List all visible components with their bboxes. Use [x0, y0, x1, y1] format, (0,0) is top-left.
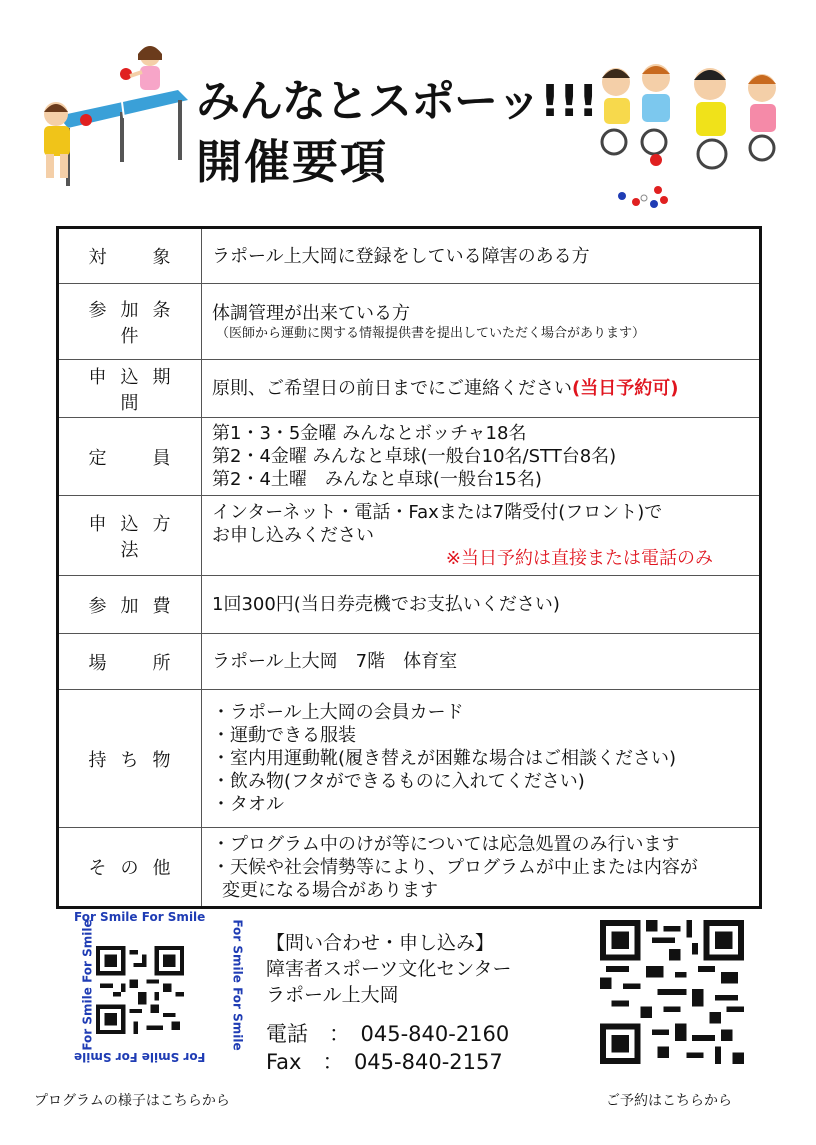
value-line: インターネット・電話・Faxまたは7階受付(フロント)で: [212, 502, 663, 523]
row-label-method: 申込方法: [58, 496, 202, 576]
value-line: ラポール上大岡に登録をしている障害のある方: [212, 245, 590, 267]
value-line: ・飲み物(フタができるものに入れてください): [212, 771, 585, 792]
value-line: ・室内用運動靴(履き替えが困難な場合はご相談ください): [212, 748, 677, 769]
value-line: 体調管理が出来ている方: [212, 302, 410, 324]
row-value-method: [202, 496, 761, 576]
event-details-table: [56, 226, 762, 909]
event-title: みんなとスポーッ!!!: [196, 76, 598, 127]
row-label-items: 持ち物: [58, 690, 202, 828]
program-qr-caption: プログラムの様子はこちらから: [34, 1093, 230, 1109]
row-value-conditions: [202, 284, 761, 360]
value-line: 第1・3・5金曜 みんなとボッチャ18名: [212, 423, 527, 444]
row-value-items: [202, 690, 761, 828]
value-line: 変更になる場合があります: [222, 879, 438, 901]
contact-heading: 【問い合わせ・申し込み】: [266, 932, 495, 954]
row-label-other: その他: [58, 828, 202, 908]
program-qr-block: [56, 908, 245, 1068]
event-subtitle: 開催要項: [196, 135, 388, 189]
table-row: [58, 228, 761, 284]
table-row: [58, 418, 761, 496]
row-label-period: 申込期間: [58, 360, 202, 418]
reservation-qr-caption: ご予約はこちらから: [606, 1093, 732, 1109]
value-line: 第2・4土曜 みんなと卓球(一般台15名): [212, 469, 542, 490]
value-line: ・運動できる服装: [212, 725, 356, 746]
table-row: [58, 828, 761, 908]
reservation-qr-code[interactable]: [600, 920, 744, 1064]
value-line: ・天候や社会情勢等により、プログラムが中止または内容が: [212, 856, 698, 878]
table-tennis-illustration: [28, 38, 188, 198]
row-value-target: [202, 228, 761, 284]
program-qr-code[interactable]: [96, 946, 184, 1034]
value-line: ・プログラム中のけが等については応急処置のみ行います: [212, 833, 680, 855]
value-note: （医師から運動に関する情報提供書を提出していただく場合があります）: [216, 325, 646, 341]
value-line: ラポール上大岡 7階 体育室: [212, 651, 458, 672]
table-row: [58, 634, 761, 690]
row-label-fee: 参加費: [58, 576, 202, 634]
row-label-capacity: 定 員: [58, 418, 202, 496]
value-line: ・ラポール上大岡の会員カード: [212, 702, 464, 723]
table-row: [58, 360, 761, 418]
row-value-capacity: [202, 418, 761, 496]
org-name: 障害者スポーツ文化センター: [266, 958, 512, 980]
row-value-other: [202, 828, 761, 908]
same-day-ok-badge: (当日予約可): [572, 378, 679, 399]
for-smile-text: For Smile For Smile: [230, 919, 245, 1051]
row-value-fee: [202, 576, 761, 634]
phone-fax: [266, 1020, 509, 1076]
row-label-place: 場 所: [58, 634, 202, 690]
phone-number[interactable]: 電話 ： 045-840-2160: [266, 1022, 510, 1046]
table-row: [58, 690, 761, 828]
fax-number: Fax ： 045-840-2157: [266, 1050, 503, 1074]
org-name-sub: ラポール上大岡: [266, 984, 399, 1006]
contact-info: [266, 930, 511, 1008]
table-row: [58, 284, 761, 360]
row-label-target: 対 象: [58, 228, 202, 284]
table-row: [58, 576, 761, 634]
row-label-conditions: 参加条件: [58, 284, 202, 360]
value-line: 第2・4金曜 みんなと卓球(一般台10名/STT台8名): [212, 446, 617, 467]
boccia-illustration: [592, 64, 792, 214]
same-day-note: ※当日予約は直接または電話のみ: [445, 548, 713, 569]
header: [0, 0, 816, 225]
for-smile-text: For Smile For Smile: [74, 1050, 206, 1064]
value-line: 1回300円(当日券売機でお支払いください): [212, 594, 560, 615]
value-line: 原則、ご希望日の前日までにご連絡ください: [212, 378, 572, 399]
for-smile-text: For Smile For Smile: [80, 919, 95, 1051]
for-smile-text: For Smile For Smile: [74, 910, 206, 924]
value-line: お申し込みください: [212, 525, 374, 546]
row-value-place: [202, 634, 761, 690]
row-value-period: [202, 360, 761, 418]
table-row: [58, 496, 761, 576]
value-line: ・タオル: [212, 794, 284, 815]
